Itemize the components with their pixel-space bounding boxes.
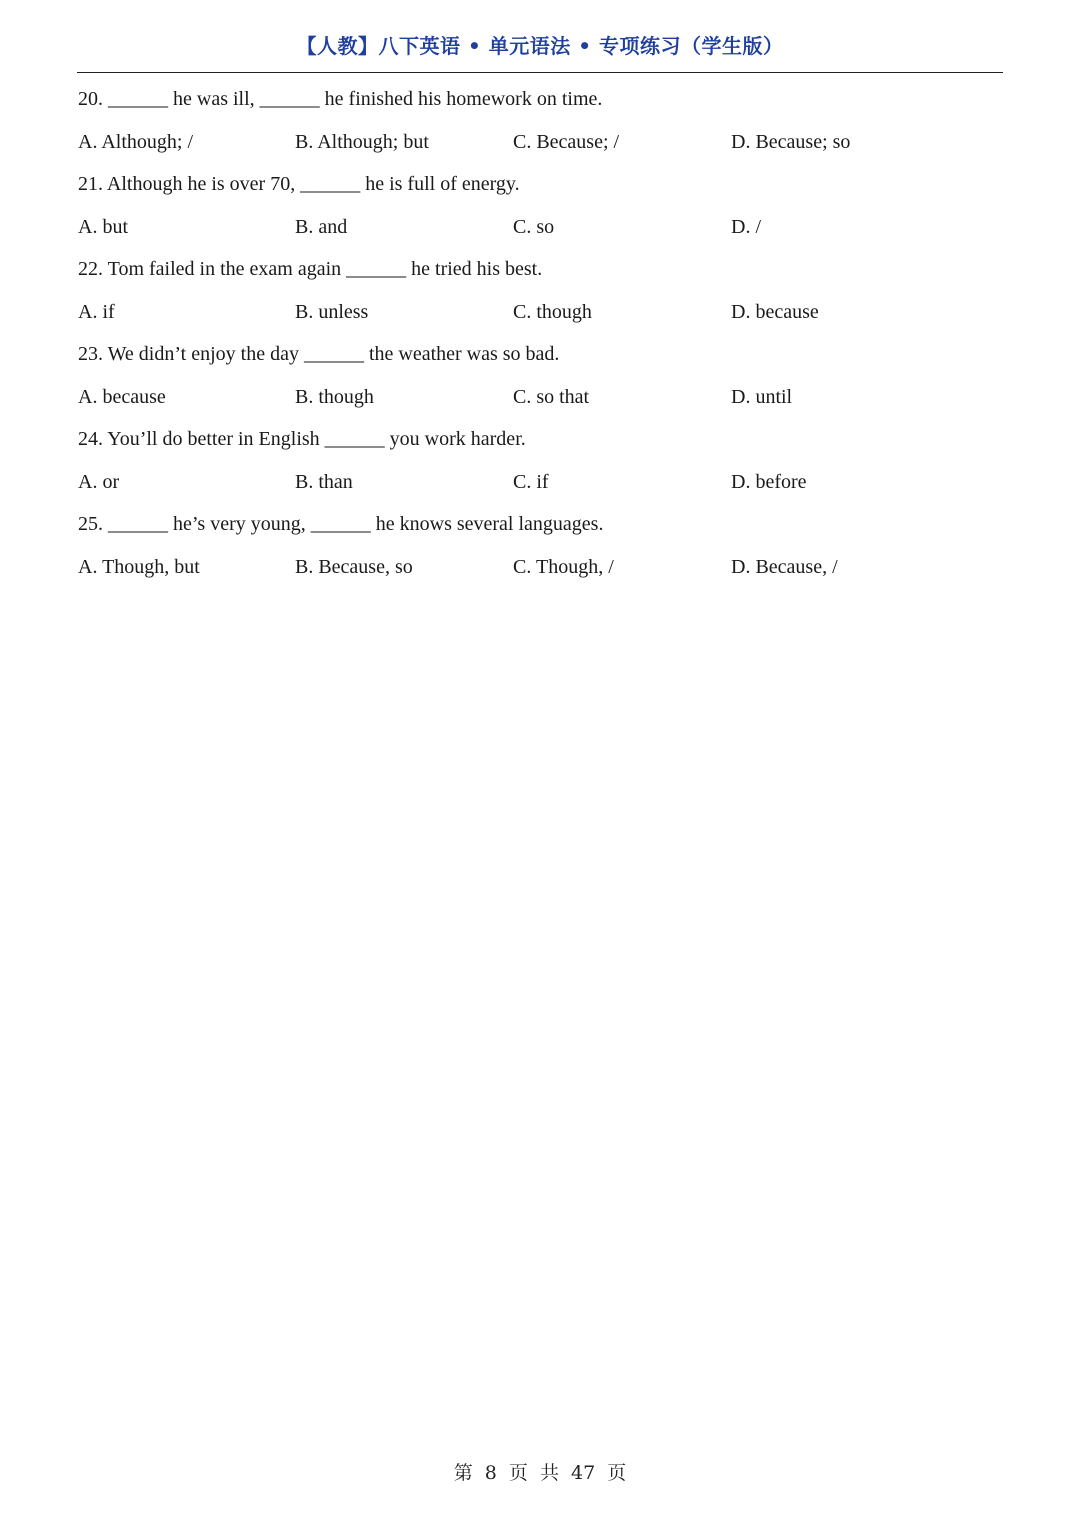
question-22 <box>78 254 1004 339</box>
question-20 <box>78 84 1004 169</box>
header-divider <box>77 72 1003 73</box>
question-stem: 21. Although he is over 70, ______ he is full of energy. <box>78 173 520 195</box>
option-d: D. until <box>731 385 793 408</box>
option-d: D. because <box>731 300 819 323</box>
option-c: C. if <box>513 470 549 493</box>
question-stem: 24. You’ll do better in English ______ you work harder. <box>78 428 526 450</box>
option-d: D. / <box>731 215 761 238</box>
page-header-title: 【人教】八下英语 • 单元语法 • 专项练习（学生版） <box>296 34 784 58</box>
question-stem: 22. Tom failed in the exam again ______ he tried his best. <box>78 258 543 280</box>
option-b: B. and <box>295 215 348 238</box>
option-c: C. so <box>513 215 555 238</box>
option-c: C. so that <box>513 385 590 408</box>
question-options <box>78 467 1004 510</box>
page-number-footer: 第 8 页 共 47 页 <box>453 1462 627 1484</box>
option-c: C. Because; / <box>513 130 620 153</box>
question-options <box>78 127 1004 170</box>
question-options <box>78 552 1004 595</box>
question-25 <box>78 509 1004 594</box>
option-c: C. though <box>513 300 592 323</box>
question-stem: 20. ______ he was ill, ______ he finished his homework on time. <box>78 88 603 110</box>
question-options <box>78 297 1004 340</box>
question-stem: 23. We didn’t enjoy the day ______ the weather was so bad. <box>78 343 560 365</box>
option-d: D. Because, / <box>731 555 838 578</box>
question-stem: 25. ______ he’s very young, ______ he knows several languages. <box>78 513 604 535</box>
option-a: A. but <box>78 215 128 238</box>
option-b: B. Because, so <box>295 555 413 578</box>
option-b: B. Although; but <box>295 130 429 153</box>
option-a: A. Though, but <box>78 555 200 578</box>
option-b: B. unless <box>295 300 369 323</box>
option-c: C. Though, / <box>513 555 614 578</box>
option-d: D. Because; so <box>731 130 851 153</box>
option-a: A. because <box>78 385 166 408</box>
option-b: B. though <box>295 385 374 408</box>
question-23 <box>78 339 1004 424</box>
option-d: D. before <box>731 470 807 493</box>
option-a: A. or <box>78 470 120 493</box>
question-list <box>78 84 1004 594</box>
question-24 <box>78 424 1004 509</box>
question-21 <box>78 169 1004 254</box>
option-a: A. if <box>78 300 115 323</box>
option-b: B. than <box>295 470 353 493</box>
question-options <box>78 382 1004 425</box>
question-options <box>78 212 1004 255</box>
option-a: A. Although; / <box>78 130 194 153</box>
